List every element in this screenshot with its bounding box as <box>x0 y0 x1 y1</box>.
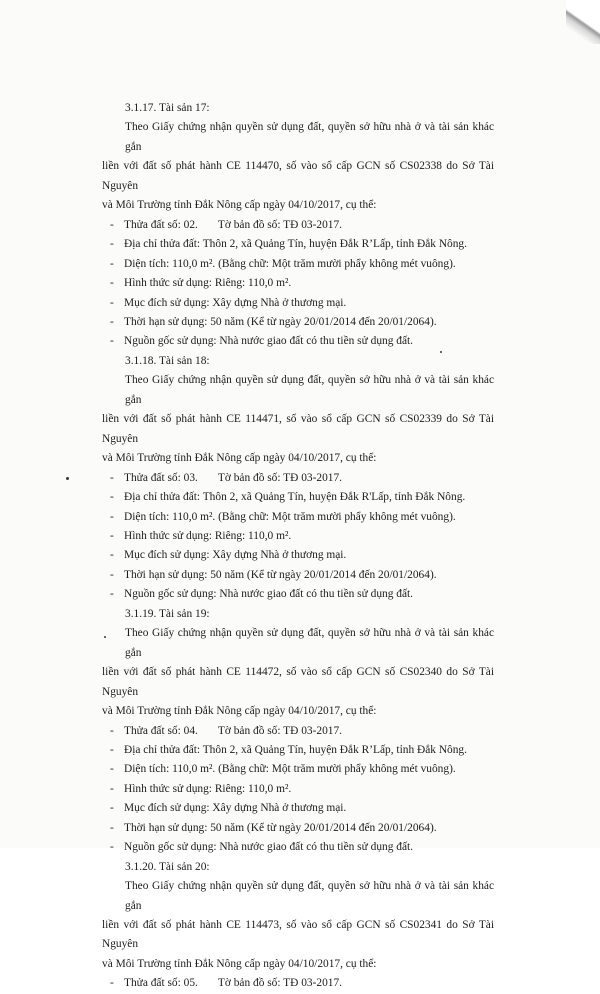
page-corner-fold <box>566 0 600 44</box>
section-heading: 3.1.18. Tài sản 18: <box>125 354 210 367</box>
intro-line: liền với đất số phát hành CE 114473, số vào sổ cấp GCN số CS02341 do Sở Tài Nguyên <box>102 919 494 951</box>
list-item: - Hình thức sử dụng: Riêng: 110,0 m². <box>102 527 494 546</box>
list-item: - Thời hạn sử dụng: 50 năm (Kể từ ngày 20/01/2014 đến 20/01/2064). <box>102 313 494 332</box>
intro-line: và Môi Trường tỉnh Đắk Nông cấp ngày 04/10/2017, cụ thể: <box>102 705 377 718</box>
list-item: - Nguồn gốc sử dụng: Nhà nước giao đất có thu tiền sử dụng đất. <box>102 585 494 604</box>
list-item: - Nguồn gốc sử dụng: Nhà nước giao đất có thu tiền sử dụng đất. <box>102 332 494 351</box>
scan-speck <box>440 351 442 353</box>
list-item: - Thời hạn sử dụng: 50 năm (Kể từ ngày 20/01/2014 đến 20/01/2064). <box>102 819 494 838</box>
section-heading: 3.1.17. Tài sản 17: <box>125 102 210 114</box>
parcel-number: Thửa đất số: 02. <box>124 218 198 231</box>
document-body <box>102 99 494 994</box>
intro-line: liền với đất số phát hành CE 114470, số vào sổ cấp GCN số CS02338 do Sở Tài Nguyên <box>102 160 494 192</box>
list-item: - Hình thức sử dụng: Riêng: 110,0 m². <box>102 780 494 799</box>
parcel-number: Thửa đất số: 03. <box>124 471 198 484</box>
section-heading: 3.1.20. Tài sản 20: <box>125 860 210 873</box>
intro-line: và Môi Trường tỉnh Đắk Nông cấp ngày 04/10/2017, cụ thể: <box>102 199 377 212</box>
scan-speck <box>66 477 69 480</box>
list-item: - Hình thức sử dụng: Riêng: 110,0 m². <box>102 274 494 293</box>
list-item-parcel <box>102 974 494 993</box>
list-item-parcel <box>102 469 494 488</box>
section-asset-19 <box>102 605 494 858</box>
parcel-number: Thửa đất số: 04. <box>124 724 198 737</box>
section-asset-17 <box>102 99 494 352</box>
intro-line: Theo Giấy chứng nhận quyền sử dụng đất, quyền sở hữu nhà ở và tài sản khác gắn <box>125 627 494 659</box>
intro-line: và Môi Trường tỉnh Đắk Nông cấp ngày 04/10/2017, cụ thể: <box>102 452 377 465</box>
list-item: - Mục đích sử dụng: Xây dựng Nhà ở thương mại. <box>102 799 494 818</box>
scan-speck <box>104 636 106 638</box>
list-item: - Nguồn gốc sử dụng: Nhà nước giao đất có thu tiền sử dụng đất. <box>102 838 494 857</box>
intro-line: Theo Giấy chứng nhận quyền sử dụng đất, quyền sở hữu nhà ở và tài sản khác gắn <box>125 374 494 406</box>
intro-line: Theo Giấy chứng nhận quyền sử dụng đất, quyền sở hữu nhà ở và tài sản khác gắn <box>125 121 494 153</box>
list-item: - Diện tích: 110,0 m². (Bằng chữ: Một trăm mười phẩy không mét vuông). <box>102 760 494 779</box>
list-item: - Diện tích: 110,0 m². (Bằng chữ: Một trăm mười phẩy không mét vuông). <box>102 255 494 274</box>
intro-line: liền với đất số phát hành CE 114472, số vào sổ cấp GCN số CS02340 do Sở Tài Nguyên <box>102 666 494 698</box>
list-item: - Địa chỉ thửa đất: Thôn 2, xã Quảng Tín, huyện Đắk R'Lấp, tỉnh Đắk Nông. <box>102 488 494 507</box>
map-number: Tờ bản đồ số: TĐ 03-2017. <box>217 977 343 990</box>
parcel-number: Thửa đất số: 05. <box>124 977 198 990</box>
list-item: - Mục đích sử dụng: Xây dựng Nhà ở thương mại. <box>102 294 494 313</box>
map-number: Tờ bản đồ số: TĐ 03-2017. <box>217 218 343 231</box>
intro-line: và Môi Trường tỉnh Đắk Nông cấp ngày 04/10/2017, cụ thể: <box>102 957 377 970</box>
list-item: - Diện tích: 110,0 m². (Bằng chữ: Một trăm mười phẩy không mét vuông). <box>102 508 494 527</box>
list-item-parcel <box>102 722 494 741</box>
list-item: - Địa chỉ thửa đất: Thôn 2, xã Quảng Tín, huyện Đắk R’Lấp, tỉnh Đắk Nông. <box>102 741 494 760</box>
intro-line: liền với đất số phát hành CE 114471, số vào sổ cấp GCN số CS02339 do Sở Tài Nguyên <box>102 413 494 445</box>
section-heading: 3.1.19. Tài sản 19: <box>125 607 210 620</box>
list-item-parcel <box>102 216 494 235</box>
section-asset-20 <box>102 858 494 994</box>
map-number: Tờ bản đồ số: TĐ 03-2017. <box>217 471 343 484</box>
list-item: - Địa chỉ thửa đất: Thôn 2, xã Quảng Tín, huyện Đắk R’Lấp, tỉnh Đắk Nông. <box>102 235 494 254</box>
section-asset-18 <box>102 352 494 605</box>
map-number: Tờ bản đồ số: TĐ 03-2017. <box>217 724 343 737</box>
intro-line: Theo Giấy chứng nhận quyền sử dụng đất, quyền sở hữu nhà ở và tài sản khác gắn <box>125 880 494 912</box>
list-item: - Thời hạn sử dụng: 50 năm (Kể từ ngày 20/01/2014 đến 20/01/2064). <box>102 566 494 585</box>
list-item: - Mục đích sử dụng: Xây dựng Nhà ở thương mại. <box>102 546 494 565</box>
